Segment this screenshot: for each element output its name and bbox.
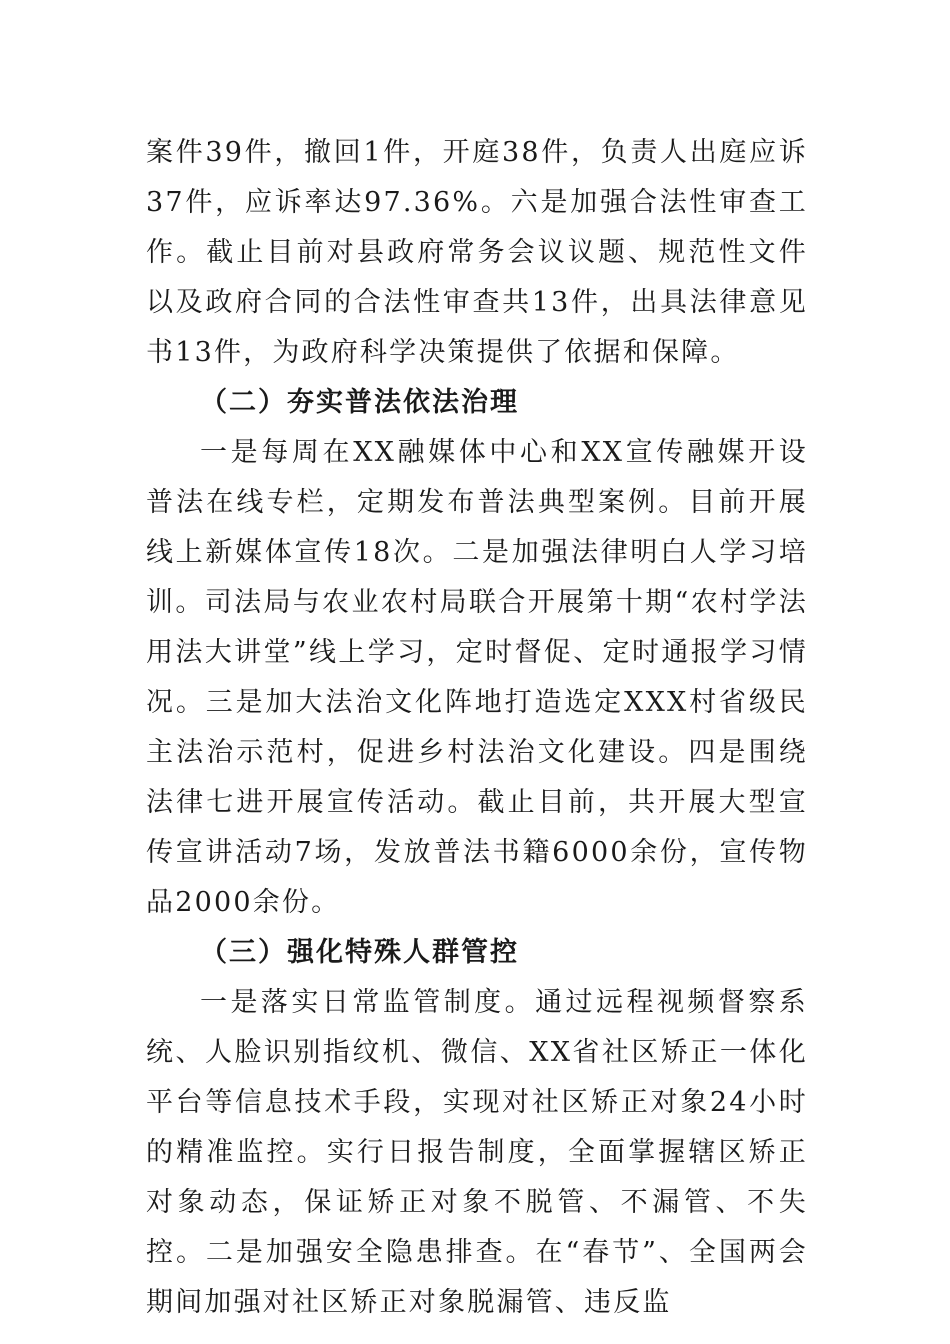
paragraph-section-2: 一是每周在XX融媒体中心和XX宣传融媒开设普法在线专栏，定期发布普法典型案例。目前开展线上新媒体宣传18次。二是加强法律明白人学习培训。司法局与农业农村局联合开展第十期“农村学法用法大讲堂”线上学习，定时督促、定时通报学习情况。三是加大法治文化阵地打造选定XXX村省级民主法治示范村，促进乡村法治文化建设。四是围绕法律七进开展宣传活动。截止目前，共开展大型宣传宣讲活动7场，发放普法书籍6000余份，宣传物品2000余份。 [146, 437, 808, 918]
document-page [146, 128, 808, 1328]
section-heading-3: （三）强化特殊人群管控 [200, 937, 519, 968]
section-heading-2: （二）夯实普法依法治理 [200, 387, 519, 418]
paragraph-continued: 案件39件，撤回1件，开庭38件，负责人出庭应诉37件，应诉率达97.36%。六是加强合法性审查工作。截止目前对县政府常务会议议题、规范性文件以及政府合同的合法性审查共13件，出具法律意见书13件，为政府科学决策提供了依据和保障。 [146, 137, 808, 368]
paragraph-section-3: 一是落实日常监管制度。通过远程视频督察系统、人脸识别指纹机、微信、XX省社区矫正一体化平台等信息技术手段，实现对社区矫正对象24小时的精准监控。实行日报告制度，全面掌握辖区矫正对象动态，保证矫正对象不脱管、不漏管、不失控。二是加强安全隐患排查。在“春节”、全国两会期间加强对社区矫正对象脱漏管、违反监 [146, 987, 808, 1318]
